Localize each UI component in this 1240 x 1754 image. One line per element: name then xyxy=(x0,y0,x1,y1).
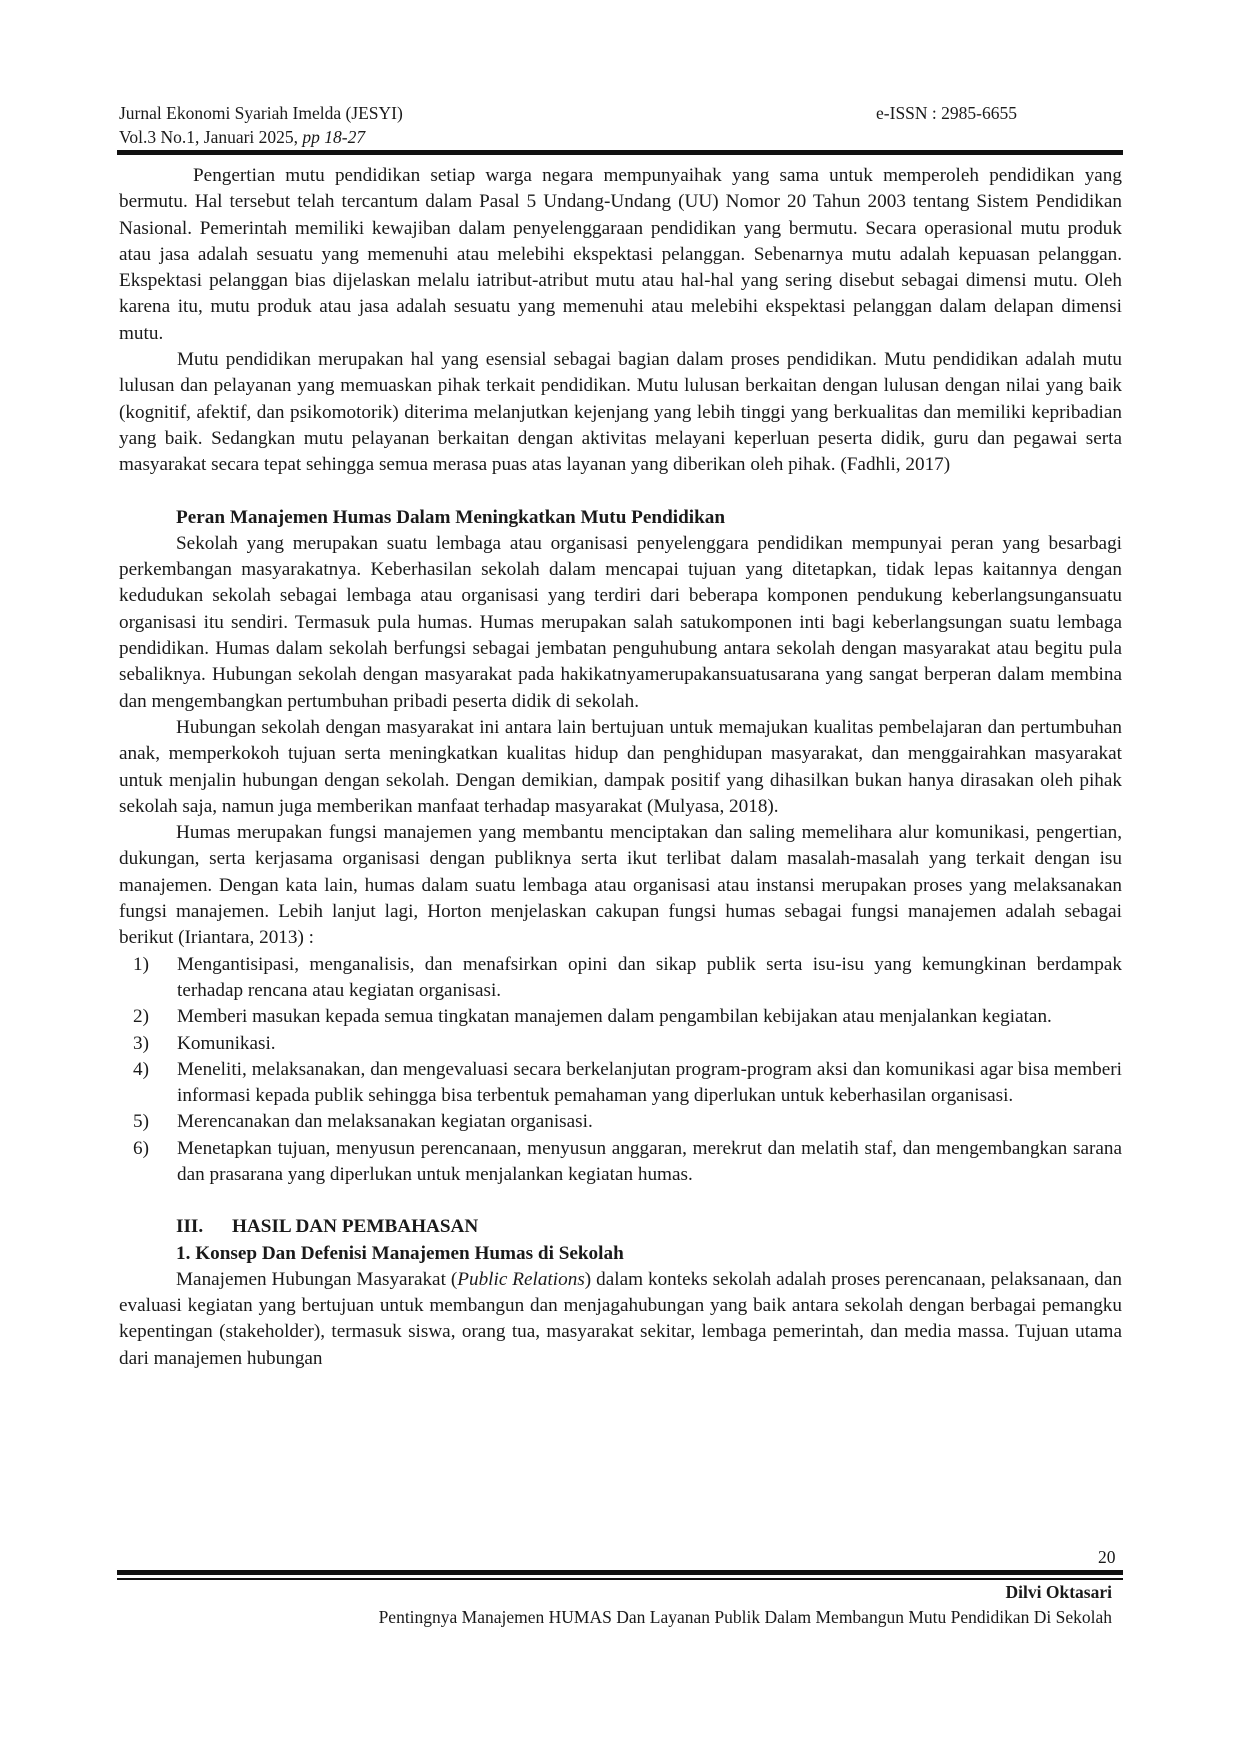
page-range: pp 18-27 xyxy=(302,127,366,147)
list-text: Komunikasi. xyxy=(177,1032,276,1054)
list-item xyxy=(133,952,1122,1005)
list-text: Mengantisipasi, menganalisis, dan menafsirkan opini dan sikap publik serta isu-isu yang kemungkinan berdampak terhadap rencana atau kegiatan organisasi. xyxy=(177,953,1122,1001)
footer-rule-thin xyxy=(117,1578,1123,1580)
paragraph: Mutu pendidikan merupakan hal yang esensial sebagai bagian dalam proses pendidikan. Mutu pendidikan adalah mutu lulusan dan pelayanan yang memuaskan pihak terkait pendidikan. Mutu lulusan berkaitan dengan lulusan dengan nilai yang baik (kognitif, afektif, dan psikomotorik) diterima melanjutkan kejenjang yang lebih tinggi yang berkualitas dan memiliki kepribadian yang baik. Sedangkan mutu pelayanan berkaitan dengan aktivitas melayani keperluan peserta didik, guru dan pegawai serta masyarakat secara tepat sehingga semua merasa puas atas layanan yang diberikan oleh pihak. (Fadhli, 2017) xyxy=(119,349,1122,476)
paragraph-text: Manajemen Hubungan Masyarakat ( xyxy=(176,1268,458,1290)
list-text: Memberi masukan kepada semua tingkatan manajemen dalam pengambilan kebijakan atau menjalankan kegiatan. xyxy=(177,1006,1052,1028)
journal-name: Jurnal Ekonomi Syariah Imelda (JESYI) xyxy=(119,103,403,123)
issn: e-ISSN : 2985-6655 xyxy=(876,103,1017,123)
list-item xyxy=(133,1136,1122,1189)
paragraph xyxy=(119,1267,1122,1372)
volume-info xyxy=(119,125,365,149)
chapter-title: HASIL DAN PEMBAHASAN xyxy=(232,1216,479,1238)
section-heading: Peran Manajemen Humas Dalam Meningkatkan Mutu Pendidikan xyxy=(176,506,726,528)
paragraph-text: ) dalam konteks sekolah adalah proses perencanaan, pelaksanaan, dan evaluasi kegiatan yang bertujuan untuk membangun dan menjagahubungan yang baik antara sekolah dengan berbagai pemangku kepentingan (stakeholder), termasuk siswa, orang tua, masyarakat sekitar, lembaga pemerintah, dan media massa. Tujuan utama dari manajemen hubungan xyxy=(119,1268,1122,1369)
list-item xyxy=(133,1057,1122,1110)
paragraph: Humas merupakan fungsi manajemen yang membantu menciptakan dan saling memelihara alur komunikasi, pengertian, dukungan, serta kerjasama organisasi dengan publiknya serta ikut terlibat dalam masalah-masalah yang terkait dengan isu manajemen. Dengan kata lain, humas dalam suatu lembaga atau organisasi atau instansi merupakan proses yang melaksanakan fungsi manajemen. Lebih lanjut lagi, Horton menjelaskan cakupan fungsi humas sebagai fungsi manajemen adalah sebagai berikut (Iriantara, 2013) : xyxy=(119,822,1122,949)
paragraph: Hubungan sekolah dengan masyarakat ini antara lain bertujuan untuk memajukan kualitas pembelajaran dan pertumbuhan anak, memperkokoh tujuan serta meningkatkan kualitas hidup dan penghidupan masyarakat, dan menggairahkan masyarakat untuk menjalin hubungan dengan sekolah. Dengan demikian, dampak positif yang dihasilkan bukan hanya dirasakan oleh pihak sekolah saja, namun juga memberikan manfaat terhadap masyarakat (Mulyasa, 2018). xyxy=(119,716,1122,817)
footer-article-title: Pentingnya Manajemen HUMAS Dan Layanan Publik Dalam Membangun Mutu Pendidikan Di Sekolah xyxy=(378,1607,1112,1627)
paragraph: Pengertian mutu pendidikan setiap warga negara mempunyaihak yang sama untuk memperoleh pendidikan yang bermutu. Hal tersebut telah tercantum dalam Pasal 5 Undang-Undang (UU) Nomor 20 Tahun 2003 tentang Sistem Pendidikan Nasional. Pemerintah memiliki kewajiban dalam penyelenggaraan pendidikan yang bermutu. Secara operasional mutu produk atau jasa adalah sesuatu yang memenuhi atau melebihi ekspektasi pelanggan. Sebenarnya mutu adalah kepuasan pelanggan. Ekspektasi pelanggan bias dijelaskan melalu iatribut-atribut mutu atau hal-hal yang sering disebut sebagai dimensi mutu. Oleh karena itu, mutu produk atau jasa adalah sesuatu yang memenuhi atau melebihi ekspektasi pelanggan dalam delapan dimensi mutu. xyxy=(119,165,1122,344)
chapter-number: III. xyxy=(176,1216,204,1238)
list-number: 1) xyxy=(133,953,149,975)
list-text: Merencanakan dan melaksanakan kegiatan organisasi. xyxy=(177,1111,593,1133)
page-number: 20 xyxy=(1098,1547,1116,1567)
list-number: 2) xyxy=(133,1006,149,1028)
list-item xyxy=(133,1004,1122,1030)
list-number: 5) xyxy=(133,1111,149,1133)
subsection-heading: 1. Konsep Dan Defenisi Manajemen Humas di Sekolah xyxy=(176,1242,624,1264)
list-number: 3) xyxy=(133,1032,149,1054)
italic-term: Public Relations xyxy=(457,1268,585,1290)
list-number: 4) xyxy=(133,1058,149,1080)
article-body xyxy=(119,163,1122,1372)
list-text: Meneliti, melaksanakan, dan mengevaluasi secara berkelanjutan program-program aksi dan komunikasi agar bisa memberi informasi kepada publik sehingga bisa terbentuk pemahaman yang diperlukan untuk keberhasilan organisasi. xyxy=(177,1058,1122,1107)
footer-author: Dilvi Oktasari xyxy=(1005,1582,1112,1602)
footer-rule xyxy=(117,1570,1123,1575)
header-rule xyxy=(117,150,1123,155)
list-number: 6) xyxy=(133,1137,149,1159)
running-header xyxy=(119,101,1017,149)
paragraph: Sekolah yang merupakan suatu lembaga atau organisasi penyelenggara pendidikan mempunyai peran yang besarbagi perkembangan masyarakatnya. Keberhasilan sekolah dalam mencapai tujuan yang ditetapkan, tidak lepas kaitannya dengan kedudukan sekolah sebagai lembaga atau organisasi yang terdiri dari beberapa komponen pendukung keberlangsungansuatu organisasi itu sendiri. Termasuk pula humas. Humas merupakan salah satukomponen inti bagi keberlangsungan suatu lembaga pendidikan. Humas dalam sekolah berfungsi sebagai jembatan penguhubung antara sekolah dengan masyarakat atau begitu pula sebaliknya. Hubungan sekolah dengan masyarakat pada hakikatnyamerupakansuatusarana yang sangat berperan dalam membina dan mengembangkan pertumbuhan pribadi peserta didik di sekolah. xyxy=(119,532,1122,712)
list-item xyxy=(133,1031,1122,1057)
volume-issue: Vol.3 No.1, Januari 2025, xyxy=(119,127,303,147)
chapter-heading xyxy=(119,1214,1122,1240)
list-item xyxy=(133,1109,1122,1135)
list-text: Menetapkan tujuan, menyusun perencanaan, menyusun anggaran, merekrut dan melatih staf, dan mengembangkan sarana dan prasarana yang diperlukan untuk menjalankan kegiatan humas. xyxy=(177,1137,1122,1185)
function-list xyxy=(119,952,1122,1189)
